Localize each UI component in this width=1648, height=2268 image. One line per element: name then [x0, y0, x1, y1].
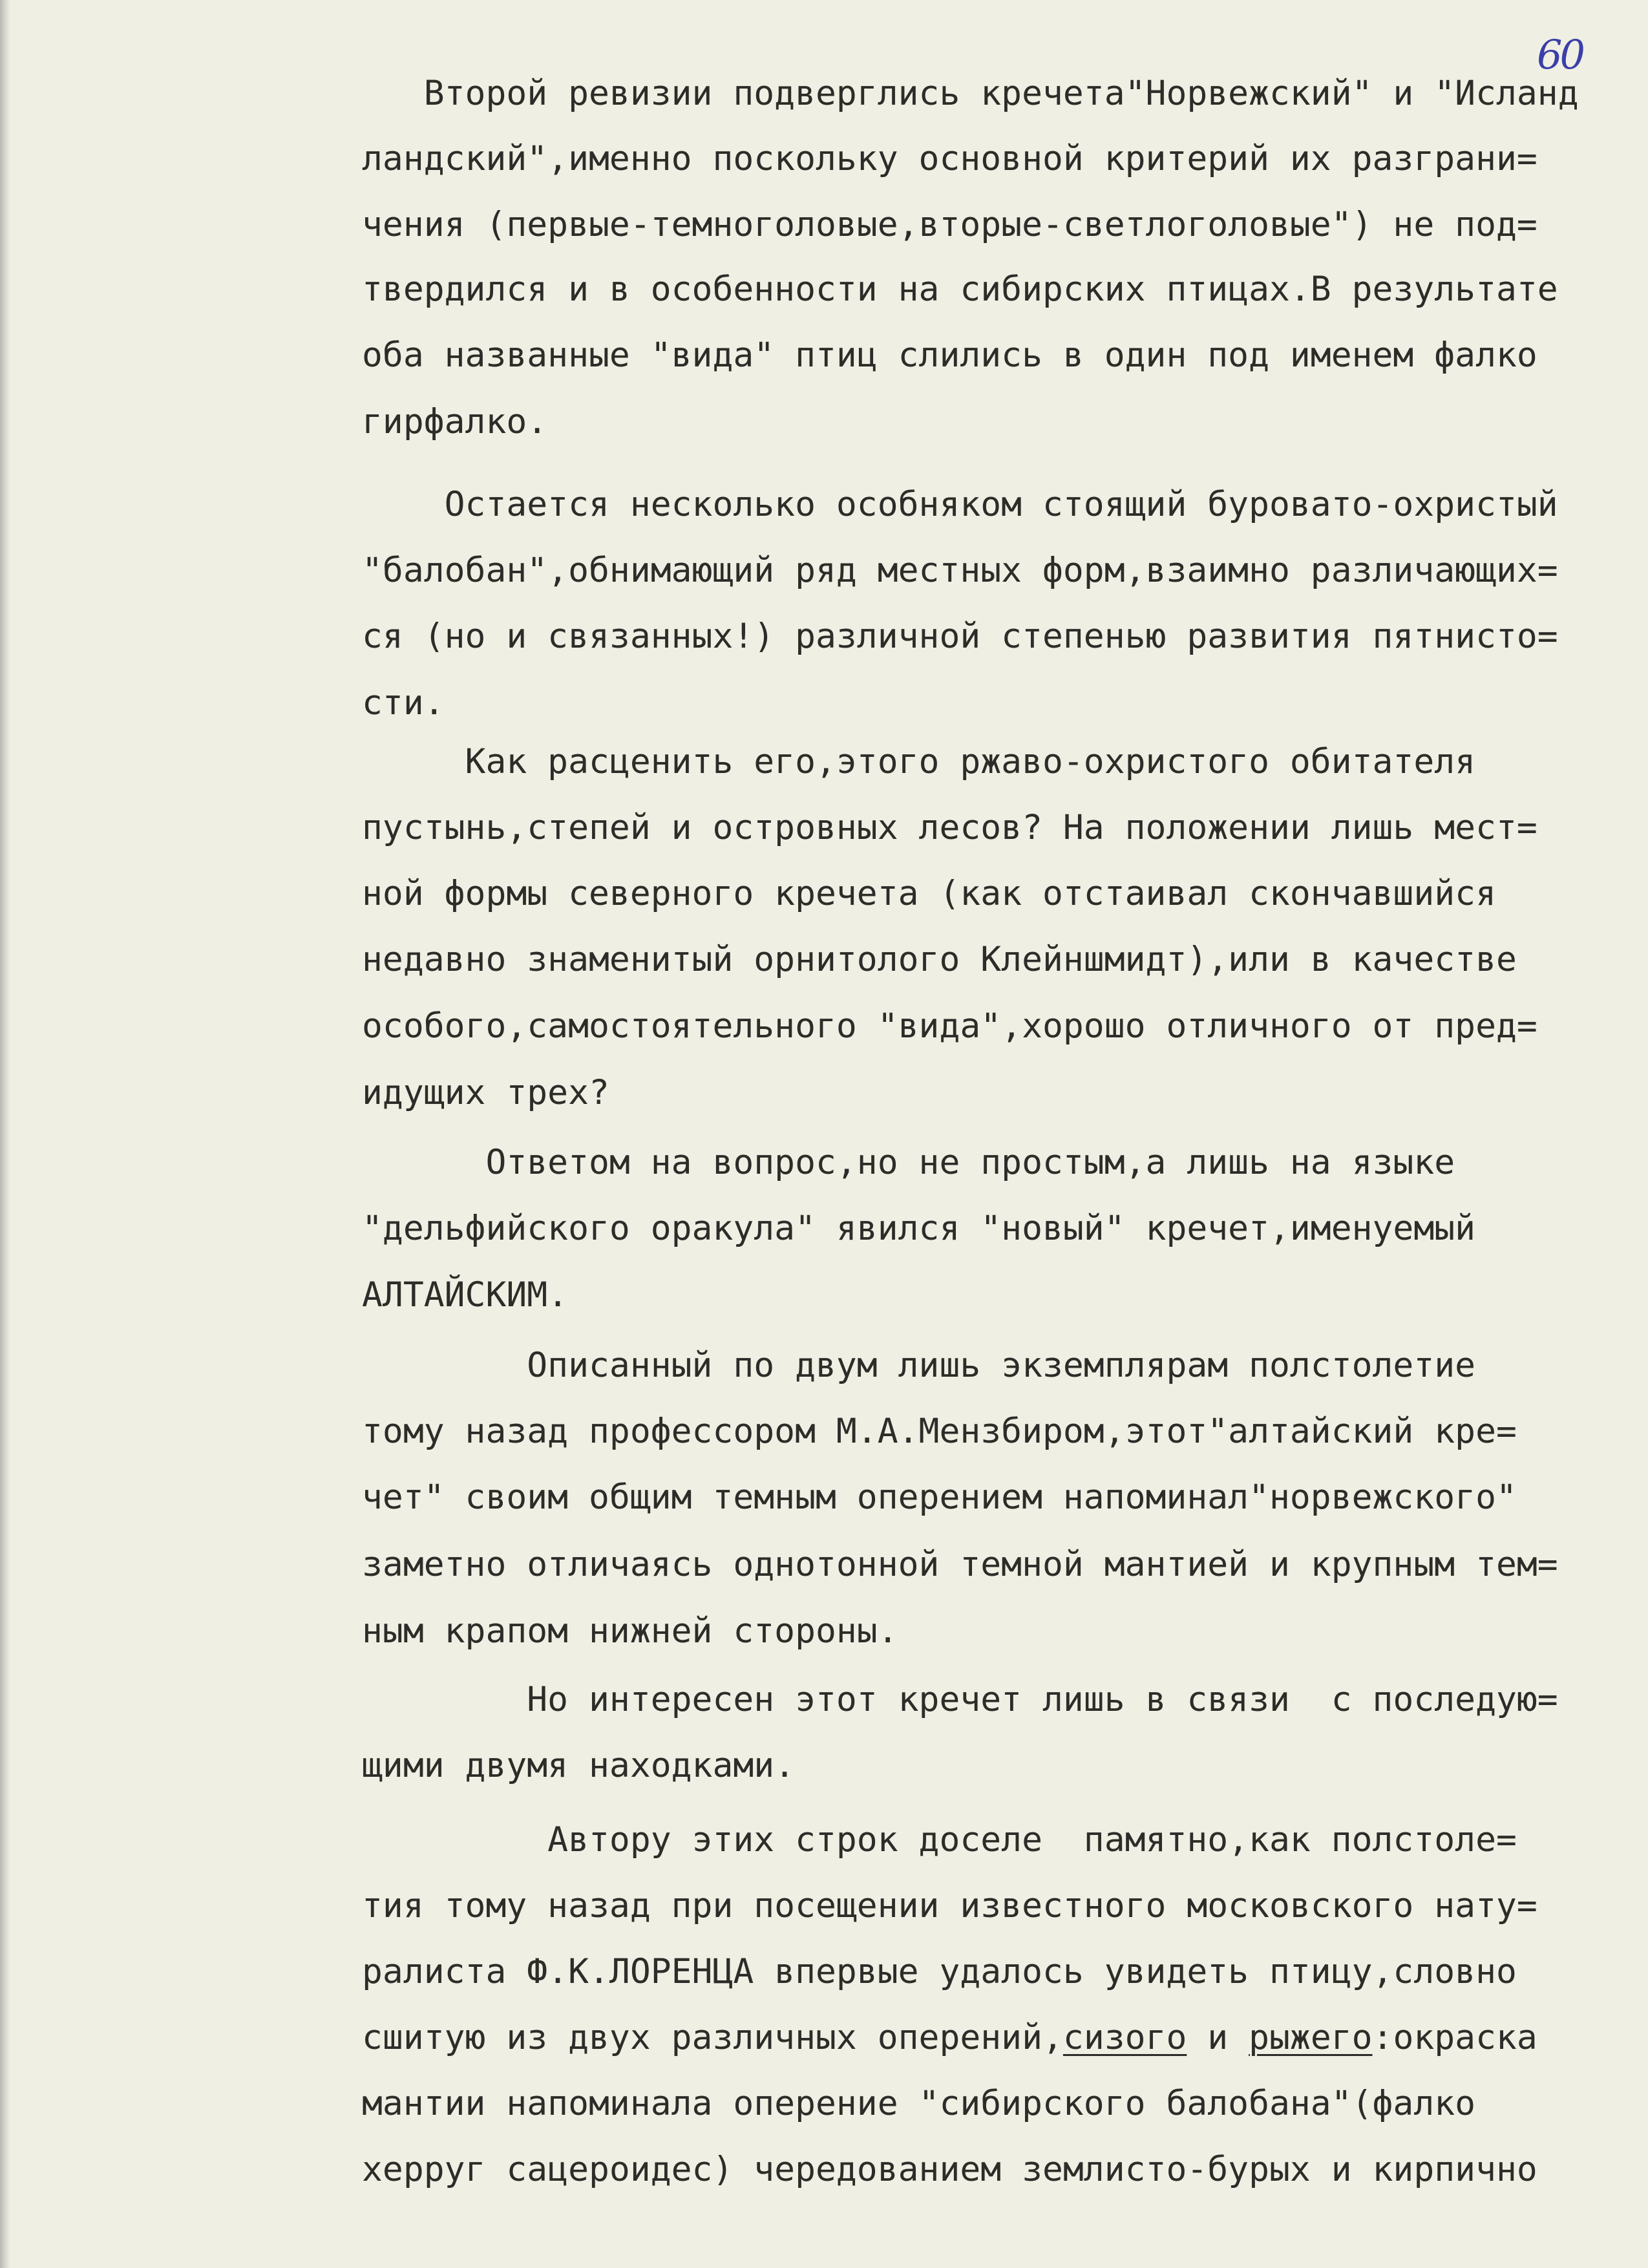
- text-line: идущих трех?: [362, 1073, 609, 1112]
- page-number: 60: [1537, 31, 1583, 78]
- text-line: заметно отличаясь однотонной темной мантией и крупным тем=: [362, 1545, 1558, 1584]
- scan-edge-shadow: [0, 0, 10, 2268]
- text-line: тому назад профессором М.А.Мензбиром,этот"алтайский кре=: [362, 1412, 1517, 1451]
- text-line: ным крапом нижней стороны.: [362, 1611, 898, 1651]
- text-line: чения (первые-темноголовые,вторые-светлоголовые") не под=: [362, 205, 1537, 244]
- text-line: щими двумя находками.: [362, 1746, 796, 1785]
- text-line: Остается несколько особняком стоящий буровато-охристый: [362, 485, 1558, 524]
- underlined-word: рыжего: [1249, 2018, 1373, 2057]
- text-line: ной формы северного кречета (как отстаивал скончавшийся: [362, 874, 1496, 913]
- text-line: ся (но и связанных!) различной степенью развития пятнисто=: [362, 617, 1558, 656]
- text-line: "дельфийского оракула" явился "новый" кречет,именуемый: [362, 1209, 1476, 1248]
- text-line: Описанный по двум лишь экземплярам полстолетие: [362, 1346, 1476, 1385]
- text-line: недавно знаменитый орнитолого Клейншмидт),или в качестве: [362, 940, 1517, 979]
- underlined-word: сизого: [1062, 2018, 1187, 2057]
- text-fragment: и: [1187, 2018, 1249, 2057]
- text-fragment: :окраска: [1372, 2018, 1537, 2057]
- text-line: Но интересен этот кречет лишь в связи с последую=: [362, 1680, 1558, 1719]
- text-line: Автору этих строк доселе памятно,как полстоле=: [362, 1820, 1517, 1860]
- text-line: ралиста Ф.К.ЛОРЕНЦА впервые удалось увидеть птицу,словно: [362, 1952, 1517, 1991]
- text-line: чет" своим общим темным оперением напоминал"норвежского": [362, 1478, 1517, 1517]
- text-line: оба названные "вида" птиц слились в один под именем фалко: [362, 335, 1537, 375]
- text-line: пустынь,степей и островных лесов? На положении лишь мест=: [362, 808, 1537, 847]
- text-line: тия тому назад при посещении известного московского нату=: [362, 1886, 1537, 1925]
- text-fragment: сшитую из двух различных оперений,: [362, 2018, 1063, 2057]
- text-line: ландский",именно поскольку основной критерий их разграни=: [362, 139, 1537, 178]
- text-line: гирфалко.: [362, 402, 548, 441]
- text-line: Второй ревизии подверглись кречета"Норвежский" и "Исланд: [362, 74, 1579, 113]
- text-line: сти.: [362, 683, 445, 723]
- text-line: твердился и в особенности на сибирских птицах.В результате: [362, 270, 1558, 309]
- text-line: "балобан",обнимающий ряд местных форм,взаимно различающих=: [362, 551, 1558, 590]
- text-line: особого,самостоятельного "вида",хорошо отличного от пред=: [362, 1006, 1537, 1046]
- text-line: АЛТАЙСКИМ.: [362, 1275, 569, 1315]
- text-line: Как расценить его,этого ржаво-охристого обитателя: [362, 742, 1476, 781]
- text-line-with-underlines: [362, 2020, 1537, 2055]
- text-line: мантии напоминала оперение "сибирского балобана"(фалко: [362, 2084, 1476, 2123]
- text-line: Ответом на вопрос,но не простым,а лишь на языке: [362, 1143, 1455, 1182]
- text-line: херруг сацероидес) чередованием землисто-бурых и кирпично: [362, 2150, 1537, 2189]
